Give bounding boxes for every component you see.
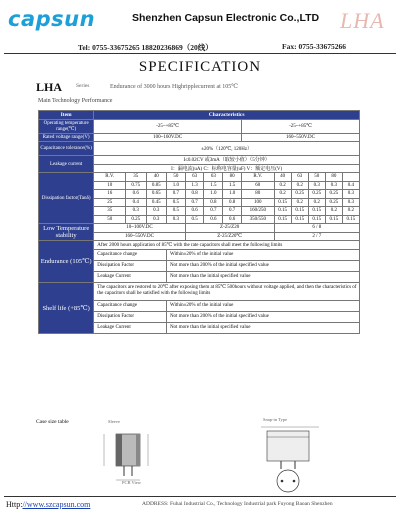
table-cell: 1.5: [223, 181, 242, 190]
col-item: Item: [39, 111, 94, 120]
footer-website[interactable]: [6, 500, 90, 509]
footer-divider: [4, 496, 396, 497]
table-cell: 40: [274, 173, 291, 182]
table-cell: After 2000 hours application of 85℃ with the rate capacitors shall meet the following limits: [94, 241, 360, 250]
table-cell: 35: [94, 207, 126, 216]
table-cell: 0.6: [185, 207, 204, 216]
table-cell: 0.5: [166, 198, 185, 207]
table-cell: Not more than the initial specified value: [166, 271, 359, 282]
capacitor-side-drawing: [96, 424, 166, 484]
table-cell: 0.15: [291, 207, 308, 216]
page-title: SPECIFICATION: [138, 59, 262, 75]
table-cell: 0.7: [185, 198, 204, 207]
table-cell: 50: [166, 173, 185, 182]
table-row: [39, 241, 360, 250]
table-cell: 1.0: [166, 181, 185, 190]
table-cell: 0.15: [342, 215, 359, 224]
table-cell: 63: [204, 173, 223, 182]
table-cell: Dissipation Factor: [94, 260, 167, 271]
table-cell: Within±20% of the initial value: [166, 249, 359, 260]
table-cell: Dissipation Factor: [94, 311, 167, 322]
table-cell: 1.0: [204, 190, 223, 199]
table-cell: 80: [223, 173, 242, 182]
header-divider: [4, 53, 396, 54]
table-cell: [342, 173, 359, 182]
table-cell: 0.8: [223, 198, 242, 207]
lha-brand-logo: LHA: [340, 8, 385, 33]
series-description: Endurance of 3000 hours Highripplecurrent at 105℃: [110, 84, 239, 90]
table-cell: 0.25: [126, 215, 146, 224]
main-tech-heading: Main Technology Performance: [38, 98, 113, 104]
row-label: Leakage current: [39, 156, 94, 173]
table-cell: 0.6: [126, 190, 146, 199]
table-cell: 25: [94, 198, 126, 207]
table-cell: 0.15: [325, 215, 342, 224]
table-cell: -25~+85℃: [94, 119, 242, 133]
table-cell: 0.3: [308, 181, 325, 190]
table-cell: 0.15: [308, 215, 325, 224]
table-row: [39, 173, 360, 182]
table-cell: 0.85: [146, 181, 166, 190]
col-characteristics: Characteristics: [94, 111, 360, 120]
table-cell: 0.2: [274, 190, 291, 199]
table-cell: 0.3: [126, 207, 146, 216]
table-cell: ±20%（120℃, 120Hz）: [94, 142, 360, 156]
table-cell: Z-25/Z20℃: [185, 232, 274, 241]
table-row: [39, 119, 360, 133]
table-cell: 0.2: [291, 198, 308, 207]
table-cell: 100~160V.DC: [94, 133, 242, 142]
table-cell: 0.2: [274, 181, 291, 190]
footer-address: ADDRESS: Fuhai Industrial Co., Technology Industrial park Fuyong Baoan Shenzhen: [142, 501, 333, 507]
table-cell: 50: [94, 215, 126, 224]
table-cell: 0.2: [291, 181, 308, 190]
table-row: [39, 142, 360, 156]
table-cell: 1.5: [204, 181, 223, 190]
table-cell: 160/250: [241, 207, 274, 216]
table-row: [39, 224, 360, 233]
table-cell: Leakage Current: [94, 271, 167, 282]
row-label: Rated voltage range(V): [39, 133, 94, 142]
table-cell: 0.45: [146, 198, 166, 207]
series-name: LHA: [36, 80, 63, 94]
table-cell: 0.15: [274, 198, 291, 207]
table-cell: Not more than 200% of the initial specified value: [166, 260, 359, 271]
table-cell: Within±20% of the initial value: [166, 300, 359, 311]
table-cell: 0.15: [274, 215, 291, 224]
case-size-label: Case size table: [36, 419, 69, 425]
row-label: Dissipation factor(Tanδ): [39, 173, 94, 224]
snap-in-label: Snap-in Type: [263, 417, 287, 422]
table-cell: -25~+85℃: [241, 119, 359, 133]
table-cell: 0.8: [185, 190, 204, 199]
table-cell: 35: [126, 173, 146, 182]
table-cell: 0.2: [325, 207, 342, 216]
fax-info: Fax: 0755-33675266: [282, 42, 346, 51]
table-cell: 0.15: [308, 207, 325, 216]
table-cell: 16: [94, 190, 126, 199]
row-label: Operating temperature range(℃): [39, 119, 94, 133]
table-cell: 0.25: [291, 190, 308, 199]
table-row: [39, 156, 360, 165]
table-header-row: [39, 111, 360, 120]
website-link[interactable]: //www.szcapsun.com: [22, 500, 91, 509]
table-cell: 0.15: [274, 207, 291, 216]
table-cell: Z-25/Z20: [185, 224, 274, 233]
table-cell: 0.5: [185, 215, 204, 224]
table-cell: Not more than 200% of the initial specified value: [166, 311, 359, 322]
table-cell: 100: [241, 198, 274, 207]
table-cell: 0.25: [308, 190, 325, 199]
tel-info: Tel: 0755-33675265 18820236869（20线）: [78, 43, 213, 52]
table-cell: R.V.: [94, 173, 126, 182]
pcb-view-label: PCB View: [122, 480, 142, 485]
table-cell: 0.25: [325, 190, 342, 199]
table-cell: Not more than the initial specified value: [166, 322, 359, 333]
row-label: Endurance (105℃): [39, 241, 94, 283]
table-cell: 0.7: [166, 190, 185, 199]
table-cell: 60: [241, 181, 274, 190]
table-cell: 1.3: [185, 181, 204, 190]
table-cell: R.V.: [241, 173, 274, 182]
table-row: [39, 282, 360, 300]
capsun-logo: capsun: [8, 7, 96, 31]
table-cell: 10: [94, 181, 126, 190]
http-label: Http:: [6, 500, 23, 509]
table-cell: Leakage Current: [94, 322, 167, 333]
table-cell: 2 / 7: [274, 232, 359, 241]
table-cell: 0.6: [204, 215, 223, 224]
table-cell: 80: [241, 190, 274, 199]
table-cell: 0.5: [166, 207, 185, 216]
table-cell: 80: [325, 173, 342, 182]
table-cell: 10~100V.DC: [94, 224, 185, 233]
table-cell: 0.3: [342, 198, 359, 207]
table-cell: The capacitors are restored to 20℃ after exposing them at 85℃ 500hours without voltage applied, and then the characteristics of the capacitors shall be satisfied with the following limits: [94, 282, 360, 300]
table-cell: 0.25: [325, 198, 342, 207]
table-cell: 0.6: [223, 215, 242, 224]
table-cell: 0.3: [342, 190, 359, 199]
table-cell: 40: [146, 173, 166, 182]
table-cell: 160~550V.DC: [94, 232, 185, 241]
table-cell: 1.0: [223, 190, 242, 199]
table-cell: 0.15: [291, 215, 308, 224]
table-cell: 0.3: [146, 207, 166, 216]
table-cell: 0.3: [325, 181, 342, 190]
table-cell: 0.4: [342, 181, 359, 190]
table-cell: 0.7: [204, 207, 223, 216]
table-cell: 63: [185, 173, 204, 182]
capacitor-snap-in-drawing: [255, 423, 325, 495]
table-cell: 50: [308, 173, 325, 182]
company-name: Shenzhen Capsun Electronic Co.,LTD: [132, 12, 320, 24]
table-cell: 63: [291, 173, 308, 182]
table-cell: 0.65: [146, 190, 166, 199]
table-cell: Capacitance change: [94, 300, 167, 311]
spec-table: [38, 110, 360, 334]
table-cell: 0.3: [166, 215, 185, 224]
table-cell: 6 / 8: [274, 224, 359, 233]
table-cell: 0.2: [308, 198, 325, 207]
row-label: Capacitance tolerance(%): [39, 142, 94, 156]
table-cell: 0.3: [146, 215, 166, 224]
table-cell: 160~550V.DC: [241, 133, 359, 142]
sleeve-label: Sleeve: [108, 419, 120, 424]
row-label: Low Temperature stability: [39, 224, 94, 241]
table-cell: 0.7: [223, 207, 242, 216]
table-cell: 0.75: [126, 181, 146, 190]
table-row: [39, 133, 360, 142]
series-label: Series: [76, 83, 90, 89]
table-cell: 0.8: [204, 198, 223, 207]
table-cell: I≤0.02CV 或3mA（取较小值）（5分钟）: [94, 156, 360, 165]
table-cell: Capacitance change: [94, 249, 167, 260]
row-label: Shelf life (+85℃): [39, 282, 94, 333]
table-cell: 0.2: [342, 207, 359, 216]
table-cell: I：漏电流(uA) C：标称电容量(uF) V：额定电压(V): [94, 164, 360, 173]
table-cell: 0.4: [126, 198, 146, 207]
table-cell: 350/550: [241, 215, 274, 224]
